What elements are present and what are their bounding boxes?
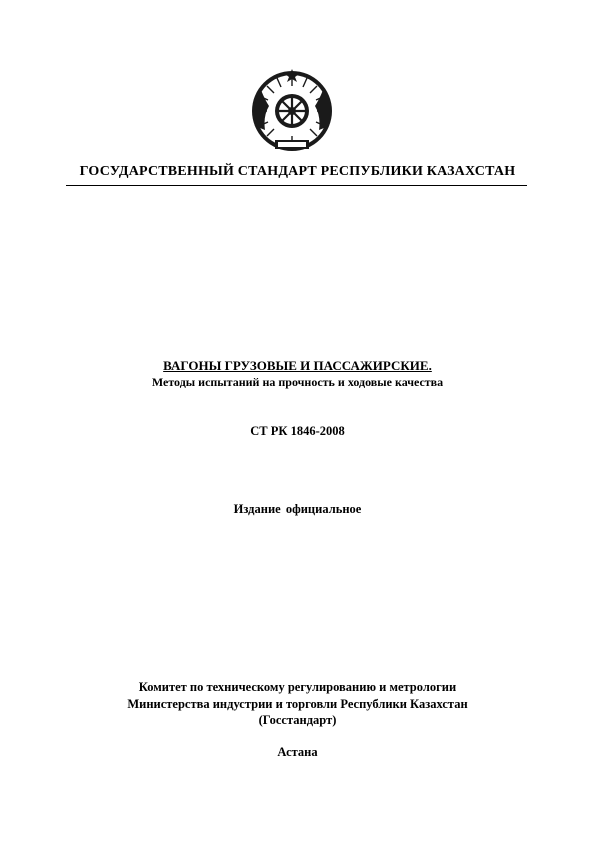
publisher-line-1: Комитет по техническому регулированию и метрологии [138, 680, 457, 694]
publisher-line-3: (Госстандарт) [258, 713, 337, 727]
header-divider [66, 185, 527, 186]
state-emblem-icon [247, 66, 337, 156]
standard-header-title: ГОСУДАРСТВЕННЫЙ СТАНДАРТ РЕСПУБЛИКИ КАЗАХСТАН [79, 164, 516, 179]
document-number: СТ РК 1846-2008 [250, 424, 345, 438]
edition-label: Издание официальное [233, 502, 362, 516]
publisher-line-2: Министерства индустрии и торговли Республики Казахстан [127, 696, 468, 711]
publication-city: Астана [277, 745, 318, 759]
document-title: ВАГОНЫ ГРУЗОВЫЕ И ПАССАЖИРСКИЕ. [163, 358, 432, 373]
publisher-block [0, 679, 595, 729]
document-subtitle: Методы испытаний на прочность и ходовые качества [151, 375, 444, 389]
